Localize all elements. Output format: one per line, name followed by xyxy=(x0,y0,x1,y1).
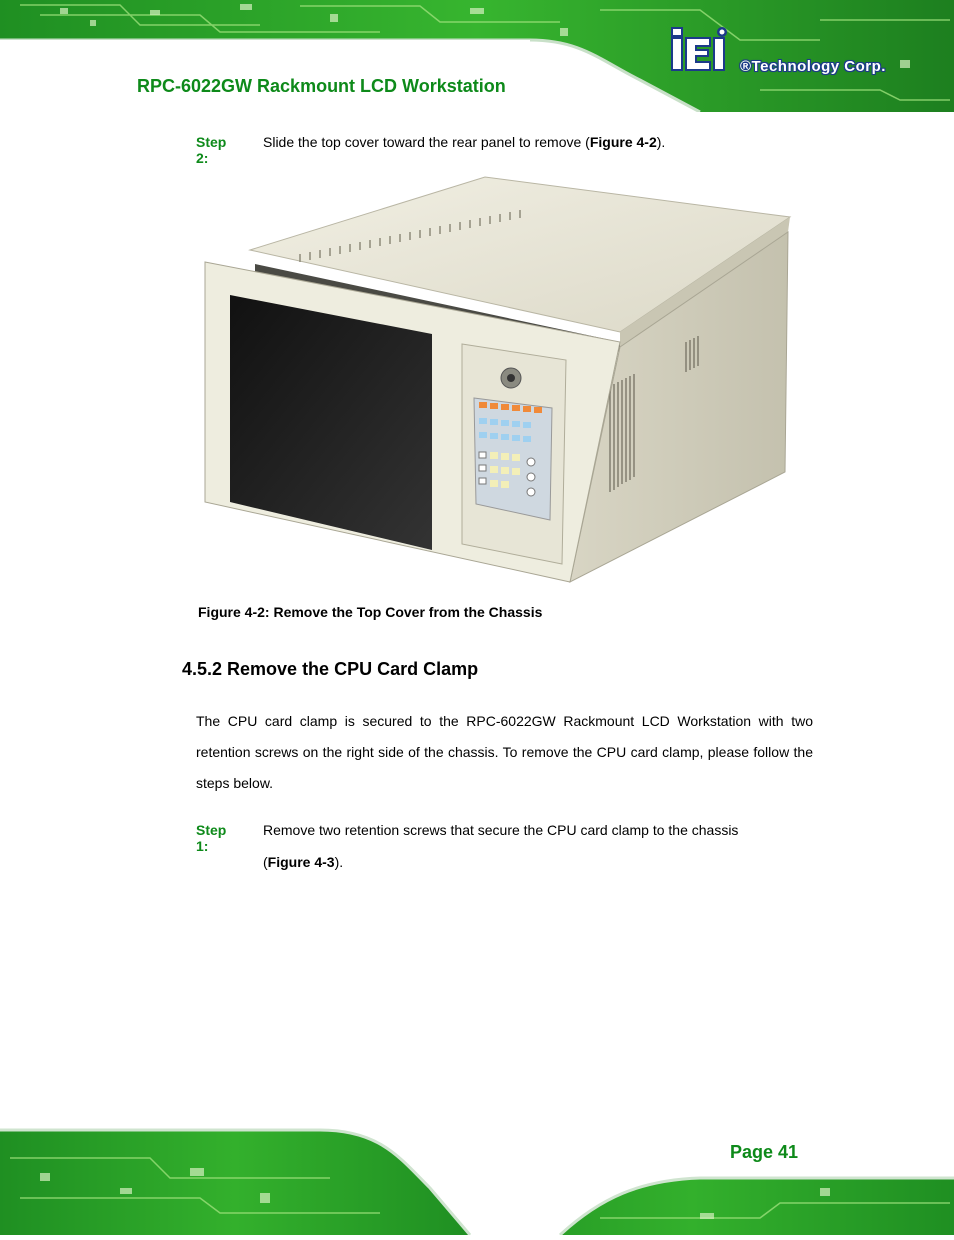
figure-reference: Figure 4-3 xyxy=(267,854,335,870)
step-label: Step 2: xyxy=(196,134,227,166)
figure-reference: Figure 4-2 xyxy=(589,134,657,150)
body-paragraph: The CPU card clamp is secured to the RPC-6022GW Rackmount LCD Workstation with two retention screws on the right side of the chassis. To remove the CPU card clamp, please follow the steps below. xyxy=(196,713,813,791)
section-heading: 4.5.2 Remove the CPU Card Clamp xyxy=(182,659,479,679)
step-text xyxy=(263,134,665,150)
step-text-part: ). xyxy=(656,134,666,150)
footer-banner xyxy=(0,1118,954,1235)
iei-logo-mark xyxy=(664,26,744,74)
page-number: Page 41 xyxy=(730,1142,799,1162)
step-text-part: ). xyxy=(334,854,344,870)
workstation-illustration xyxy=(200,172,800,590)
step-text-part: ( xyxy=(263,854,268,870)
step-label: Step 1: xyxy=(196,822,227,854)
step-text-part: Slide the top cover toward the rear panel to remove ( xyxy=(263,134,590,150)
document-title: RPC-6022GW Rackmount LCD Workstation xyxy=(137,76,506,96)
figure-chassis-image xyxy=(200,172,800,590)
step-text-line-2 xyxy=(263,854,343,870)
step-text-line-1: Remove two retention screws that secure the CPU card clamp to the chassis xyxy=(263,822,739,838)
figure-caption: Figure 4-2: Remove the Top Cover from the Chassis xyxy=(198,604,543,620)
circuit-board-graphic xyxy=(0,1118,954,1235)
logo-tagline: ®Technology Corp. xyxy=(740,58,886,75)
iei-logo xyxy=(664,26,924,86)
